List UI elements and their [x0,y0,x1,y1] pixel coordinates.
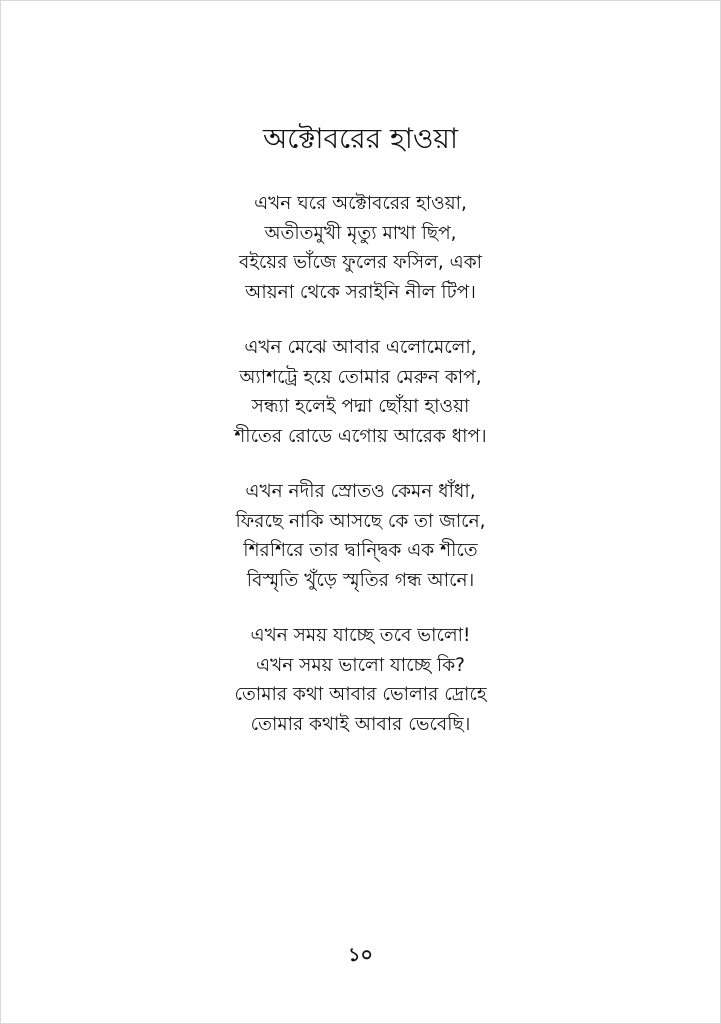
stanza-2 [1,333,720,451]
stanza-1 [1,189,720,307]
poem-line: এখন ঘরে অক্টোবরের হাওয়া, [254,193,467,214]
poem-title: অক্টোবরের হাওয়া [262,122,459,155]
stanza-3 [1,477,720,595]
poem-line: এখন নদীর স্রোতও কেমন ধাঁধা, [245,481,476,502]
poem-line: বইয়ের ভাঁজে ফুলের ফসিল, একা [238,252,483,273]
poem-line: এখন মেঝে আবার এলোমেলো, [244,337,477,358]
poem-line: আয়না থেকে সরাইনি নীল টিপ। [245,281,476,303]
poem-line: সন্ধ্যা হলেই পদ্মা ছোঁয়া হাওয়া [251,396,470,417]
poem-line: বিস্মৃতি খুঁড়ে স্মৃতির গন্ধ আনে। [246,569,475,591]
poem-line: অতীতমুখী মৃত্যু মাখা ছিপ, [264,222,457,244]
poem-line: তোমার কথাই আবার ভেবেছি। [250,713,471,735]
poem-line: শিরশিরে তার দ্বান্দ্বিক এক শীতে [243,540,478,561]
poem-body [1,189,720,765]
stanza-4 [1,621,720,739]
poem-line: শীতের রোডে এগোয় আরেক ধাপ। [234,425,487,447]
poem-line: এখন সময় যাচ্ছে তবে ভালো! [250,625,471,646]
poem-line: তোমার কথা আবার ভোলার দ্রোহে [234,684,487,705]
poem-line: অ্যাশট্রে হয়ে তোমার মেরুন কাপ, [239,366,482,388]
page-number: ১০ [348,944,373,966]
poem-line: এখন সময় ভালো যাচ্ছে কি? [256,654,465,676]
poem-line: ফিরছে নাকি আসছে কে তা জানে, [235,510,486,532]
